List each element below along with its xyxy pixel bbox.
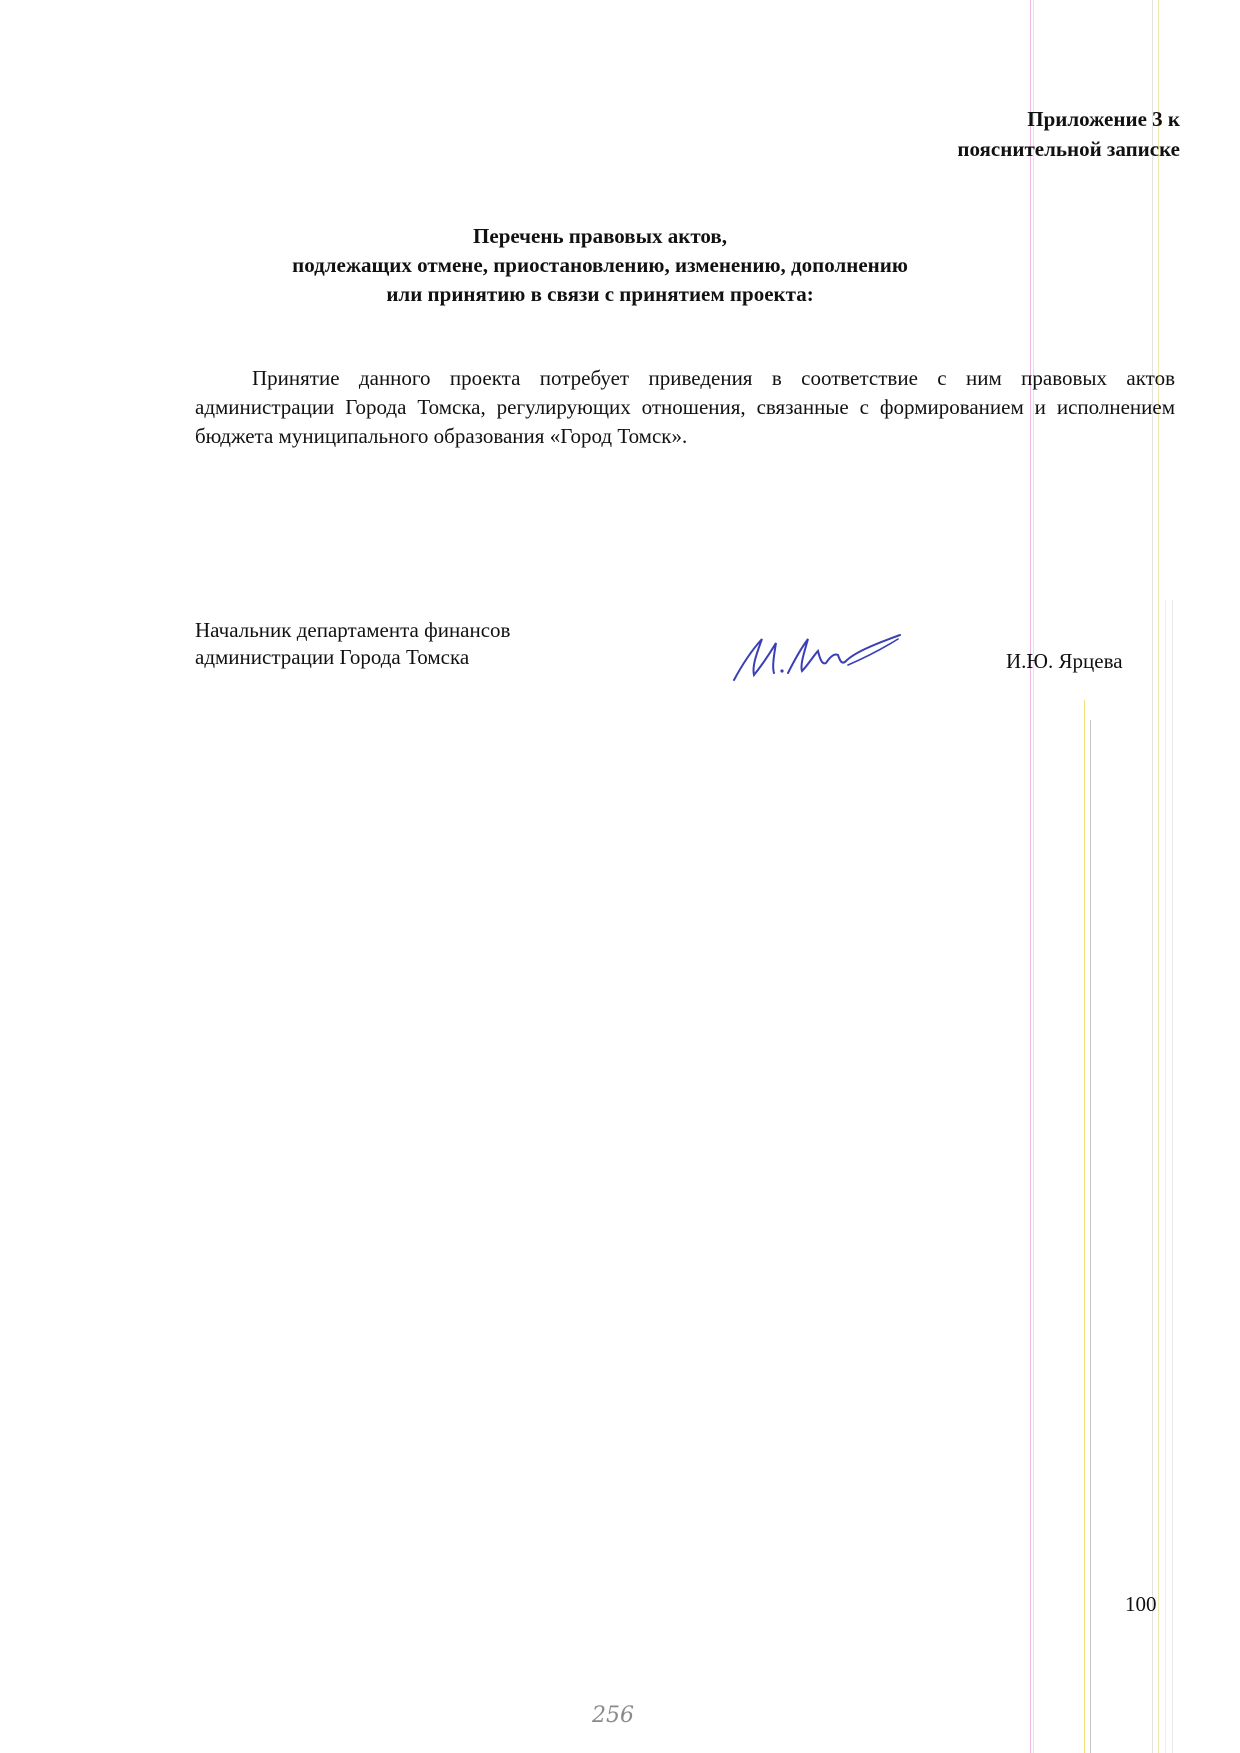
handwritten-signature — [722, 625, 902, 685]
title-line-1: Перечень правовых актов, — [473, 224, 727, 248]
title-line-2: подлежащих отмене, приостановлению, изменению, дополнению — [292, 253, 908, 277]
position-line-2: администрации Города Томска — [195, 645, 470, 669]
scan-streak — [1158, 0, 1159, 1753]
position-line-1: Начальник департамента финансов — [195, 618, 511, 642]
signatory-position — [195, 617, 510, 671]
scan-streak — [1090, 720, 1091, 1753]
scan-streak — [1030, 0, 1031, 1753]
document-title — [200, 222, 1000, 309]
handwritten-sheet-number — [590, 1700, 660, 1730]
signatory-name: И.Ю. Ярцева — [1006, 649, 1123, 673]
svg-text:256: 256 — [592, 1703, 634, 1728]
annex-heading — [957, 104, 1180, 164]
page-number: 100 — [1125, 1592, 1157, 1616]
scan-streak — [1152, 0, 1153, 1753]
body-text — [195, 364, 1175, 451]
scan-streak — [1172, 600, 1173, 1753]
annex-line-2: пояснительной записке — [957, 137, 1180, 161]
title-line-3: или принятию в связи с принятием проекта: — [386, 282, 814, 306]
body-paragraph: Принятие данного проекта потребует приведения в соответствие с ним правовых актов администрации Города Томска, регулирующих отношения, связанные с формированием и исполнением бюджета муниципального образования «Город Томск». — [195, 366, 1175, 448]
scan-streak — [1084, 700, 1085, 1753]
scan-streak — [1165, 600, 1166, 1753]
scan-streak — [1033, 0, 1034, 1753]
annex-line-1: Приложение 3 к — [1027, 107, 1180, 131]
